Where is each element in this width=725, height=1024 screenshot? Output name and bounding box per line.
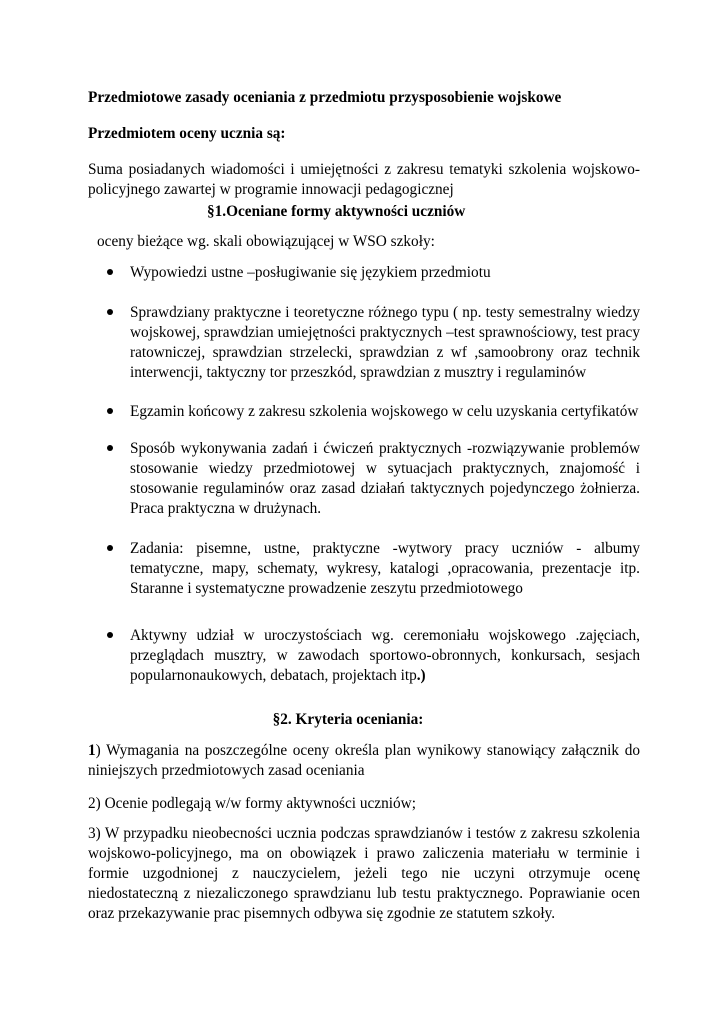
- bullet-icon: [107, 309, 113, 315]
- criteria-item-3: 3) W przypadku nieobecności ucznia podczas sprawdzianów i testów z zakresu szkolenia wojskowo-policyjnego, ma on obowiązek i prawo zaliczenia materiału w terminie i formie uzgodnionej z nauczycielem, jeżeli tego nie uczyni otrzymuje ocenę niedostateczną z niezaliczonego sprawdzianu lub testu praktycznego. Poprawianie ocen oraz przekazywanie prac pisemnych odbywa się zgodnie ze statutem szkoły.: [88, 825, 640, 922]
- list-item: Wypowiedzi ustne –posługiwanie się językiem przedmiotu: [130, 264, 491, 281]
- section2-heading: §2. Kryteria oceniania:: [272, 711, 424, 728]
- list-item: Zadania: pisemne, ustne, praktyczne -wytwory pracy uczniów - albumy tematyczne, mapy, schematy, wykresy, katalogi ,opracowania, prezentacje itp. Staranne i systematyczne prowadzenie zeszytu przedmiotowego: [130, 540, 640, 597]
- section1-lead: oceny bieżące wg. skali obowiązującej w WSO szkoły:: [97, 233, 435, 250]
- criteria-item-2: 2) Ocenie podlegają w/w formy aktywności uczniów;: [88, 795, 416, 812]
- criteria-item-1: 1) Wymagania na poszczególne oceny określa plan wynikowy stanowiący załącznik do niniejszych przedmiotowych zasad oceniania: [88, 742, 640, 779]
- section1-heading: §1.Oceniane formy aktywności uczniów: [207, 203, 466, 220]
- bullet-icon: [107, 408, 113, 414]
- list-item: Sprawdziany praktyczne i teoretyczne różnego typu ( np. testy semestralny wiedzy wojskowej, sprawdzian umiejętności praktycznych –test sprawnościowy, test pracy ratowniczej, sprawdzian strzelecki, sprawdzian z wf ,samoobrony oraz technik interwencji, taktyczny tor przeszkód, sprawdzian z musztry i regulaminów: [130, 304, 640, 381]
- list-item: Egzamin końcowy z zakresu szkolenia wojskowego w celu uzyskania certyfikatów: [130, 403, 639, 420]
- list-item: Aktywny udział w uroczystościach wg. ceremoniału wojskowego .zajęciach, przeglądach musztry, w zawodach sportowo-obronnych, konkursach, sesjach popularnonaukowych, debatach, projektach itp.): [130, 627, 640, 684]
- intro-paragraph: Suma posiadanych wiadomości i umiejętności z zakresu tematyki szkolenia wojskowo-policyjnego zawartej w programie innowacji pedagogicznej: [88, 161, 640, 198]
- bullet-icon: [107, 632, 113, 638]
- bullet-icon: [107, 269, 113, 275]
- bullet-icon: [107, 545, 113, 551]
- subject-heading: Przedmiotem oceny ucznia są:: [88, 125, 286, 142]
- list-item: Sposób wykonywania zadań i ćwiczeń praktycznych -rozwiązywanie problemów stosowanie wiedzy przedmiotowej w sytuacjach praktycznych, znajomość i stosowanie regulaminów oraz zasad działań taktycznych pojedynczego żołnierza. Praca praktyczna w drużynach.: [130, 440, 640, 517]
- document-title: Przedmiotowe zasady oceniania z przedmiotu przysposobienie wojskowe: [88, 89, 562, 106]
- bullet-icon: [107, 445, 113, 451]
